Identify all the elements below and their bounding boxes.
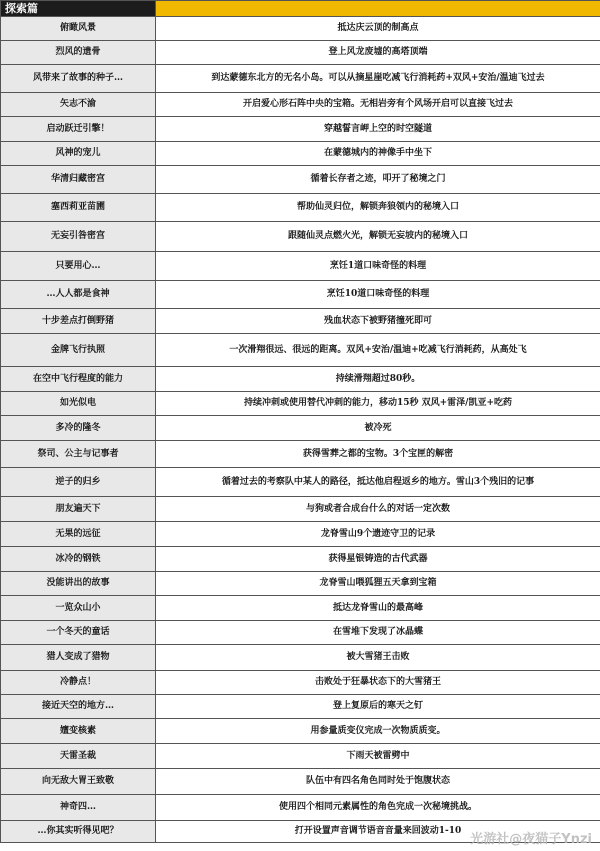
achievement-name: …人人都是食神 [1,281,156,309]
achievement-description: 队伍中有四名角色同时处于饱腹状态 [156,769,600,795]
table-row [1,441,600,468]
achievement-name: 俯瞰风景 [1,17,156,41]
table-row [1,572,600,596]
table-row [1,41,600,65]
achievement-name: 朋友遍天下 [1,497,156,522]
table-row [1,468,600,497]
table-row [1,222,600,252]
achievement-description: 持续冲刺或使用替代冲刺的能力，移动15秒 双风+雷泽/凯亚+吃药 [156,392,600,416]
achievement-name: 逆子的归乡 [1,468,156,497]
table-row [1,334,600,367]
watermark: 光游社@夜猫子Ynzi [470,832,592,847]
table-row [1,117,600,142]
table-row [1,547,600,572]
achievement-description: 穿越誓言岬上空的时空隧道 [156,117,600,142]
achievement-description: 被冷死 [156,416,600,441]
achievement-name: 祭司、公主与记事者 [1,441,156,468]
achievement-description: 获得星银铸造的古代武器 [156,547,600,572]
achievement-description: 获得雪葬之都的宝物。3个宝匣的解密 [156,441,600,468]
table-row [1,392,600,416]
table-row [1,522,600,547]
achievement-name: 无果的远征 [1,522,156,547]
achievement-description: 击败处于狂暴状态下的大雪猪王 [156,671,600,695]
header-accent-cell [156,1,600,17]
table-body [1,17,600,843]
achievement-description: 使用四个相同元素属性的角色完成一次秘境挑战。 [156,795,600,821]
table-row [1,719,600,744]
table-row [1,416,600,441]
achievement-description: 循着过去的考察队中某人的路径，抵达他启程返乡的地方。雪山3个残旧的记事 [156,468,600,497]
achievement-name: 塞西莉亚苗圃 [1,194,156,222]
achievement-name: …你其实听得见吧？ [1,821,156,843]
achievement-name: 向无敌大胃王致敬 [1,769,156,795]
table-row [1,645,600,671]
achievement-description: 与狗或者合成台什么的对话一定次数 [156,497,600,522]
table-row [1,65,600,93]
table-row [1,367,600,392]
achievement-name: 在空中飞行程度的能力 [1,367,156,392]
achievement-name: 烈风的遗骨 [1,41,156,65]
achievement-name: 风神的宠儿 [1,142,156,166]
table-row [1,744,600,769]
achievement-name: 一个冬天的童话 [1,621,156,645]
table-row [1,621,600,645]
achievement-name: 启动跃迁引擎！ [1,117,156,142]
achievement-description: 烹饪1道口味奇怪的料理 [156,252,600,281]
table-row [1,194,600,222]
achievement-description: 烹饪10道口味奇怪的料理 [156,281,600,309]
table-row [1,252,600,281]
achievement-description: 残血状态下被野猪撞死即可 [156,309,600,334]
achievement-description: 到达蒙德东北方的无名小岛。可以从摘星崖吃减飞行消耗药+双风+安治/温迪飞过去 [156,65,600,93]
achievement-name: 华清归藏密宫 [1,166,156,194]
achievement-description: 在蒙德城内的神像手中坐下 [156,142,600,166]
achievement-name: 冷静点！ [1,671,156,695]
achievement-description: 龙脊雪山喂狐狸五天拿到宝箱 [156,572,600,596]
achievement-description: 抵达庆云顶的制高点 [156,17,600,41]
achievement-description: 循着长存者之迹，叩开了秘境之门 [156,166,600,194]
achievement-name: 十步差点打倒野猪 [1,309,156,334]
achievement-name: 神奇四… [1,795,156,821]
table-row [1,821,600,843]
achievement-description: 开启爱心形石阵中央的宝箱。无相岩旁有个风场开启可以直接飞过去 [156,93,600,117]
achievement-name: 多冷的隆冬 [1,416,156,441]
achievement-name: 冰冷的钢铁 [1,547,156,572]
achievement-name: 天雷圣裁 [1,744,156,769]
achievement-description: 打开设置声音调节语音音量来回波动1-10 [156,821,600,843]
achievement-name: 矢志不渝 [1,93,156,117]
table-row [1,142,600,166]
achievement-name: 金牌飞行执照 [1,334,156,367]
achievement-description: 登上复原后的寒天之钉 [156,695,600,719]
achievement-description: 跟随仙灵点燃火光，解锁无妄坡内的秘境入口 [156,222,600,252]
table-row [1,497,600,522]
achievement-name: 无妄引咎密宫 [1,222,156,252]
achievement-name: 只要用心… [1,252,156,281]
achievement-name: 一览众山小 [1,596,156,621]
table-row [1,671,600,695]
table-row [1,166,600,194]
achievement-description: 在雪堆下发现了冰晶蝶 [156,621,600,645]
achievement-name: 猎人变成了猎物 [1,645,156,671]
table-row [1,596,600,621]
table-row [1,309,600,334]
achievement-description: 龙脊雪山9个遗迹守卫的记录 [156,522,600,547]
achievement-description: 用参量质变仪完成一次物质质变。 [156,719,600,744]
table-row [1,795,600,821]
section-title: 探索篇 [1,1,156,17]
table-row [1,93,600,117]
achievement-name: 没能讲出的故事 [1,572,156,596]
achievement-description: 下雨天被雷劈中 [156,744,600,769]
achievement-description: 抵达龙脊雪山的最高峰 [156,596,600,621]
achievement-description: 一次滑翔很远、很远的距离。双风+安治/温迪+吃减飞行消耗药，从高处飞 [156,334,600,367]
achievement-description: 被大雪猪王击败 [156,645,600,671]
table-header-row [1,1,600,17]
table-row [1,17,600,41]
table-row [1,769,600,795]
achievement-description: 登上风龙废墟的高塔顶端 [156,41,600,65]
table-row [1,281,600,309]
achievement-name: 嬗变核素 [1,719,156,744]
achievement-name: 风带来了故事的种子… [1,65,156,93]
achievement-name: 接近天空的地方… [1,695,156,719]
achievement-description: 帮助仙灵归位，解锁奔狼领内的秘境入口 [156,194,600,222]
achievement-name: 如光似电 [1,392,156,416]
table-row [1,695,600,719]
achievement-description: 持续滑翔超过80秒。 [156,367,600,392]
